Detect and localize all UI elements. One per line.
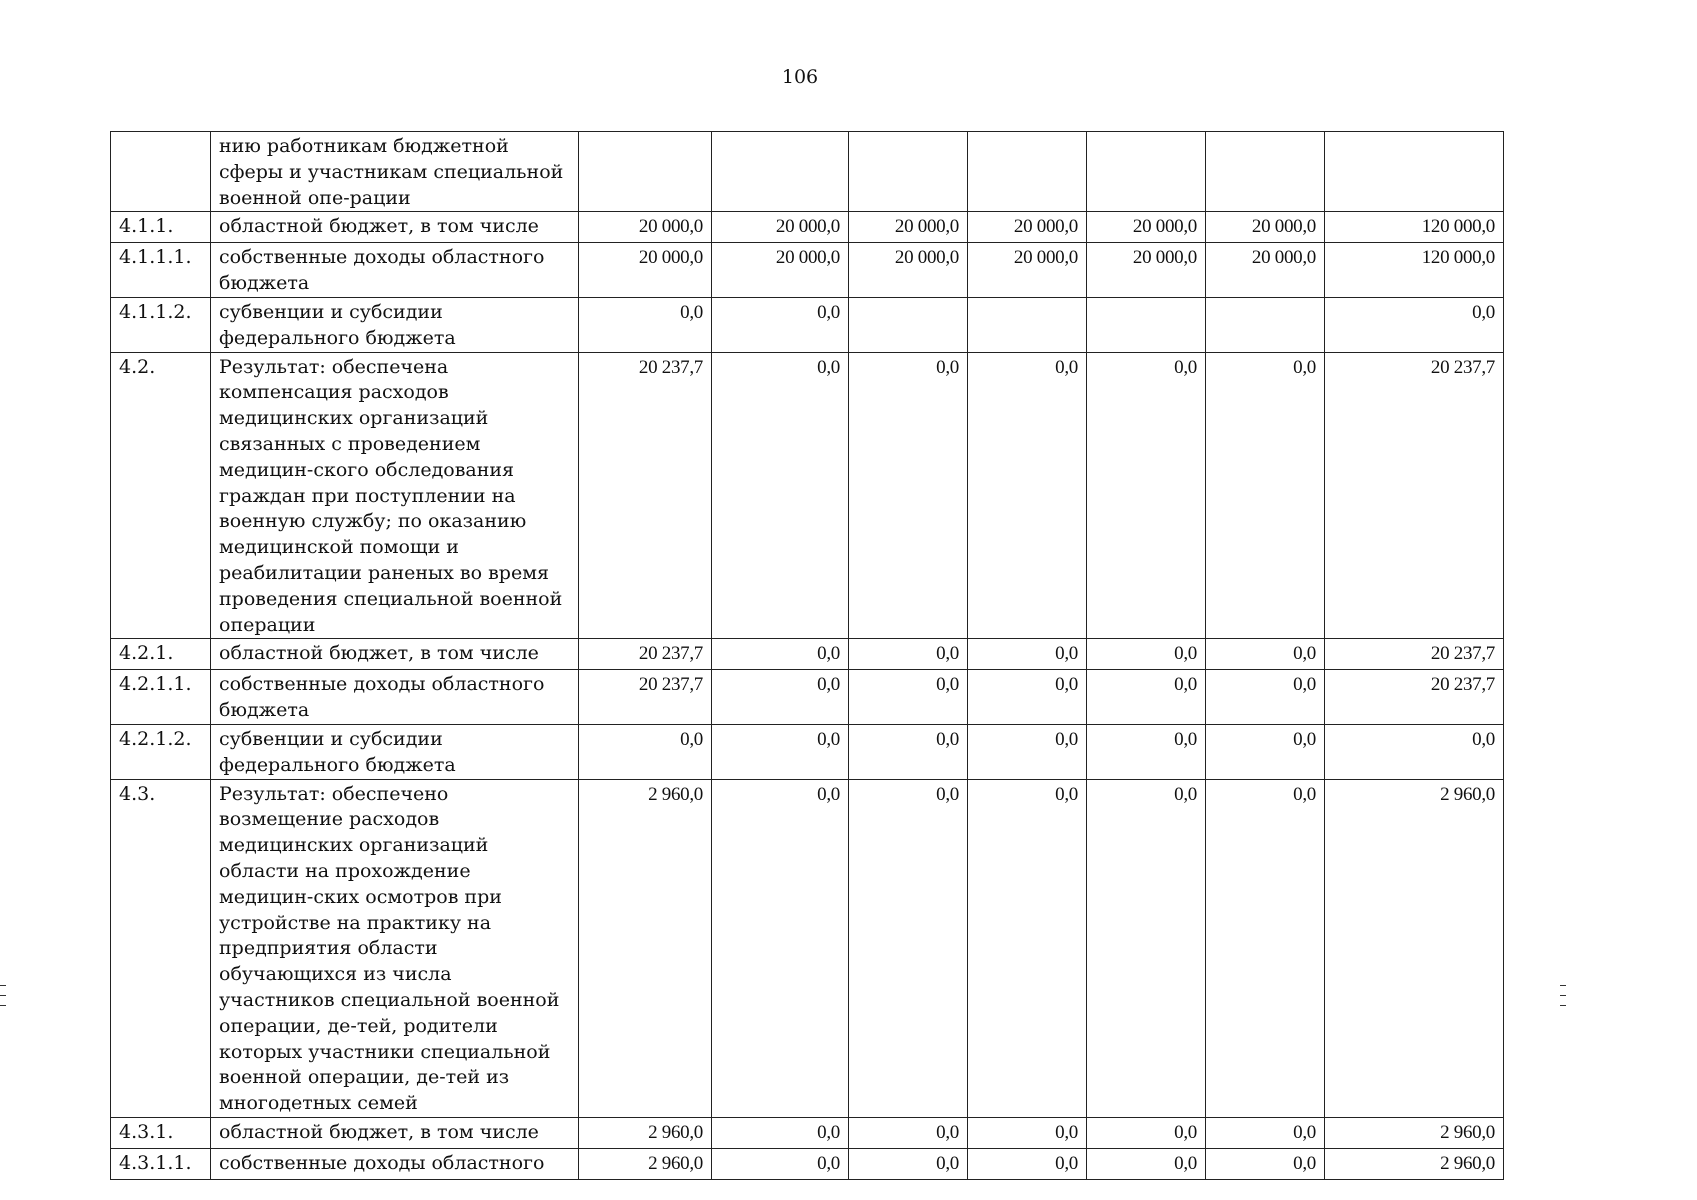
row-total-cell: 0,0 bbox=[1325, 724, 1504, 779]
row-value-cell: 0,0 bbox=[712, 779, 849, 1117]
row-value-cell: 20 000,0 bbox=[968, 243, 1087, 298]
row-value-cell: 0,0 bbox=[712, 1117, 849, 1148]
scan-edge-mark-right bbox=[1560, 985, 1566, 986]
row-value-cell: 2 960,0 bbox=[579, 1117, 712, 1148]
table-row bbox=[111, 212, 1504, 243]
row-description-cell: собственные доходы областного bbox=[211, 1148, 579, 1179]
table-row bbox=[111, 1117, 1504, 1148]
row-value-cell bbox=[968, 132, 1087, 212]
row-value-cell: 0,0 bbox=[849, 1148, 968, 1179]
row-value-cell: 0,0 bbox=[1087, 670, 1206, 725]
row-value-cell: 20 237,7 bbox=[579, 352, 712, 639]
row-value-cell: 0,0 bbox=[712, 1148, 849, 1179]
row-value-cell: 0,0 bbox=[849, 639, 968, 670]
row-description-cell: областной бюджет, в том числе bbox=[211, 639, 579, 670]
row-value-cell: 0,0 bbox=[1087, 639, 1206, 670]
row-value-cell: 0,0 bbox=[1087, 779, 1206, 1117]
row-code-cell: 4.2.1.2. bbox=[111, 724, 211, 779]
row-total-cell: 2 960,0 bbox=[1325, 779, 1504, 1117]
row-total-cell: 20 237,7 bbox=[1325, 639, 1504, 670]
row-value-cell: 0,0 bbox=[849, 779, 968, 1117]
row-value-cell: 0,0 bbox=[1206, 639, 1325, 670]
row-description-cell: собственные доходы областного бюджета bbox=[211, 243, 579, 298]
row-value-cell: 0,0 bbox=[712, 639, 849, 670]
row-value-cell: 0,0 bbox=[968, 1148, 1087, 1179]
row-value-cell: 20 000,0 bbox=[579, 243, 712, 298]
row-value-cell: 0,0 bbox=[968, 352, 1087, 639]
row-total-cell: 2 960,0 bbox=[1325, 1117, 1504, 1148]
table-row bbox=[111, 1148, 1504, 1179]
row-value-cell: 20 000,0 bbox=[968, 212, 1087, 243]
row-value-cell: 0,0 bbox=[849, 670, 968, 725]
row-value-cell: 0,0 bbox=[712, 297, 849, 352]
row-total-cell bbox=[1325, 132, 1504, 212]
row-value-cell: 20 000,0 bbox=[579, 212, 712, 243]
row-code-cell: 4.2.1. bbox=[111, 639, 211, 670]
row-value-cell: 0,0 bbox=[712, 724, 849, 779]
row-value-cell bbox=[1206, 132, 1325, 212]
scan-edge-mark-left bbox=[0, 995, 6, 996]
row-value-cell: 20 000,0 bbox=[849, 212, 968, 243]
table-row bbox=[111, 297, 1504, 352]
row-value-cell: 0,0 bbox=[1206, 1148, 1325, 1179]
row-description-cell: Результат: обеспечена компенсация расходов медицинских организаций связанных с проведением медицин-ского обследования граждан при поступлении на военную службу; по оказанию медицинской помощи и реабилитации раненых во время проведения специальной военной операции bbox=[211, 352, 579, 639]
table-body bbox=[111, 132, 1504, 1180]
row-total-cell: 0,0 bbox=[1325, 297, 1504, 352]
row-total-cell: 20 237,7 bbox=[1325, 352, 1504, 639]
row-value-cell: 20 000,0 bbox=[1206, 243, 1325, 298]
row-code-cell: 4.1.1. bbox=[111, 212, 211, 243]
row-value-cell: 0,0 bbox=[712, 352, 849, 639]
scan-edge-mark-left bbox=[0, 1005, 6, 1006]
row-value-cell: 20 237,7 bbox=[579, 670, 712, 725]
row-value-cell bbox=[1087, 132, 1206, 212]
row-value-cell: 0,0 bbox=[579, 724, 712, 779]
row-value-cell bbox=[849, 132, 968, 212]
row-code-cell: 4.3.1. bbox=[111, 1117, 211, 1148]
row-value-cell: 0,0 bbox=[1206, 724, 1325, 779]
row-value-cell: 0,0 bbox=[849, 724, 968, 779]
row-code-cell: 4.2.1.1. bbox=[111, 670, 211, 725]
row-value-cell bbox=[1206, 297, 1325, 352]
row-description-cell: субвенции и субсидии федерального бюджета bbox=[211, 724, 579, 779]
row-total-cell: 120 000,0 bbox=[1325, 212, 1504, 243]
row-code-cell: 4.2. bbox=[111, 352, 211, 639]
row-value-cell: 20 000,0 bbox=[849, 243, 968, 298]
row-value-cell: 0,0 bbox=[968, 1117, 1087, 1148]
row-code-cell bbox=[111, 132, 211, 212]
row-description-cell: областной бюджет, в том числе bbox=[211, 1117, 579, 1148]
row-value-cell bbox=[849, 297, 968, 352]
row-value-cell: 0,0 bbox=[1206, 352, 1325, 639]
row-value-cell: 2 960,0 bbox=[579, 779, 712, 1117]
table-row bbox=[111, 724, 1504, 779]
page-number: 106 bbox=[781, 66, 819, 88]
table-row bbox=[111, 352, 1504, 639]
scan-edge-mark-right bbox=[1560, 995, 1566, 996]
row-value-cell: 0,0 bbox=[849, 352, 968, 639]
row-value-cell: 20 000,0 bbox=[712, 243, 849, 298]
row-code-cell: 4.3.1.1. bbox=[111, 1148, 211, 1179]
table-row bbox=[111, 670, 1504, 725]
row-value-cell: 0,0 bbox=[1087, 1148, 1206, 1179]
table-row bbox=[111, 639, 1504, 670]
row-value-cell: 0,0 bbox=[1206, 670, 1325, 725]
row-value-cell bbox=[579, 132, 712, 212]
row-value-cell: 20 000,0 bbox=[1087, 243, 1206, 298]
row-value-cell bbox=[1087, 297, 1206, 352]
row-value-cell: 0,0 bbox=[1206, 1117, 1325, 1148]
row-value-cell: 0,0 bbox=[849, 1117, 968, 1148]
row-total-cell: 2 960,0 bbox=[1325, 1148, 1504, 1179]
table-row bbox=[111, 243, 1504, 298]
row-description-cell: собственные доходы областного бюджета bbox=[211, 670, 579, 725]
row-value-cell: 0,0 bbox=[579, 297, 712, 352]
row-value-cell: 2 960,0 bbox=[579, 1148, 712, 1179]
row-description-cell: субвенции и субсидии федерального бюджета bbox=[211, 297, 579, 352]
scan-edge-mark-left bbox=[0, 985, 6, 986]
row-value-cell: 20 000,0 bbox=[1206, 212, 1325, 243]
row-code-cell: 4.3. bbox=[111, 779, 211, 1117]
row-description-cell: Результат: обеспечено возмещение расходов медицинских организаций области на прохождение медицин-ских осмотров при устройстве на практику на предприятия области обучающихся из числа участников специальной военной операции, де-тей, родители которых участники специальной военной операции, де-тей из многодетных семей bbox=[211, 779, 579, 1117]
row-value-cell: 20 237,7 bbox=[579, 639, 712, 670]
row-value-cell: 20 000,0 bbox=[712, 212, 849, 243]
table-row bbox=[111, 779, 1504, 1117]
row-value-cell: 0,0 bbox=[1087, 724, 1206, 779]
row-value-cell: 0,0 bbox=[968, 670, 1087, 725]
row-value-cell bbox=[712, 132, 849, 212]
row-total-cell: 20 237,7 bbox=[1325, 670, 1504, 725]
row-code-cell: 4.1.1.2. bbox=[111, 297, 211, 352]
row-value-cell: 20 000,0 bbox=[1087, 212, 1206, 243]
row-value-cell: 0,0 bbox=[968, 779, 1087, 1117]
row-value-cell bbox=[968, 297, 1087, 352]
table-row bbox=[111, 132, 1504, 212]
budget-table bbox=[110, 131, 1504, 1180]
row-value-cell: 0,0 bbox=[1087, 352, 1206, 639]
row-code-cell: 4.1.1.1. bbox=[111, 243, 211, 298]
row-description-cell: областной бюджет, в том числе bbox=[211, 212, 579, 243]
row-value-cell: 0,0 bbox=[968, 639, 1087, 670]
row-value-cell: 0,0 bbox=[712, 670, 849, 725]
row-value-cell: 0,0 bbox=[1087, 1117, 1206, 1148]
row-value-cell: 0,0 bbox=[1206, 779, 1325, 1117]
row-total-cell: 120 000,0 bbox=[1325, 243, 1504, 298]
scan-edge-mark-right bbox=[1560, 1005, 1566, 1006]
row-value-cell: 0,0 bbox=[968, 724, 1087, 779]
row-description-cell: нию работникам бюджетной сферы и участникам специальной военной опе-рации bbox=[211, 132, 579, 212]
